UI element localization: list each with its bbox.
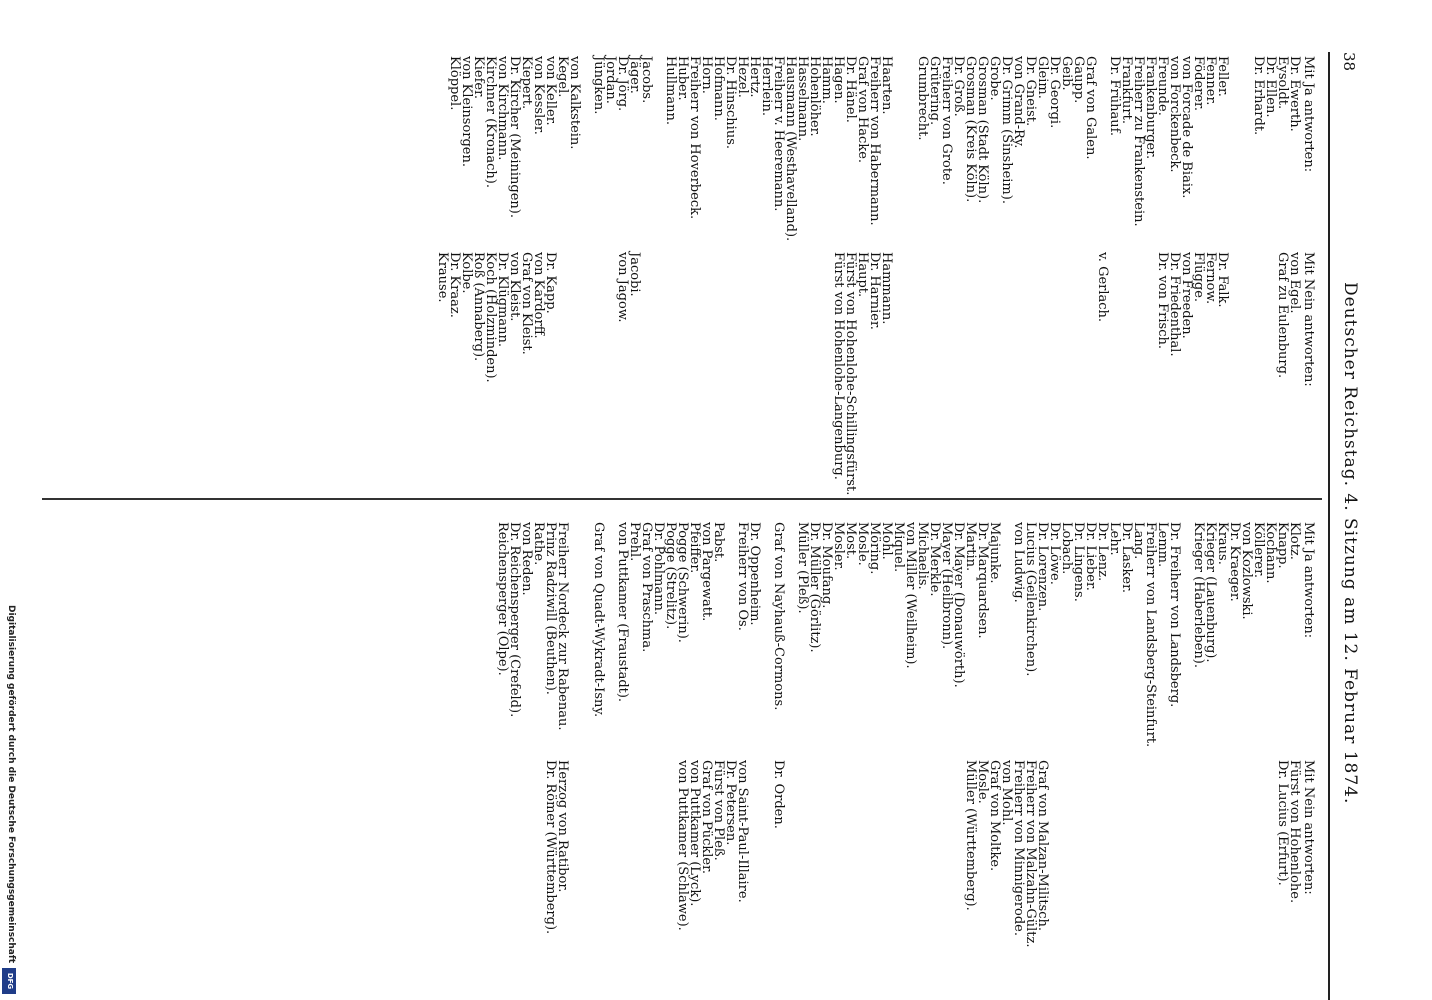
member-name [1180,760,1192,947]
member-name: Jäger. [627,56,642,94]
member-name [1036,252,1048,495]
member-name [592,252,604,495]
right-ja-heading: Mit Ja antworten: [1301,522,1316,639]
member-name [964,252,976,495]
left-ja-column-2 [436,252,1314,495]
member-name: Hertz. [747,56,762,98]
member-name: Grosman (Kreis Köln). [963,56,978,203]
member-name [700,252,712,495]
member-name [652,760,664,947]
member-name: Jüngken. [591,56,606,115]
member-name: von Reden. [519,522,534,596]
member-name: Dr. Ewerth. [1287,56,1302,132]
member-name: Eysoldt. [1275,56,1290,110]
member-name: Krieger (Haberleben). [1191,522,1206,668]
member-name: von Kessler. [531,56,546,135]
member-name: Krause. [435,252,450,303]
member-name: Dr. Lasker. [1119,522,1134,594]
member-name [760,252,772,495]
member-name [976,252,988,495]
member-name: Rathe. [531,522,546,566]
member-name: Dr. Löwe. [1047,522,1062,585]
member-name: von Puttkamer (Fraustadt). [615,522,630,703]
member-name [1204,760,1216,947]
member-name: Grosman (Stadt Köln). [975,56,990,204]
member-name: Dr. Freiherr von Landsberg. [1167,522,1182,708]
member-name: Jordan. [603,56,618,104]
member-name: von Miller (Weilheim). [903,522,918,669]
member-name: Freiherr von Habermann. [867,56,882,226]
member-name: Graf von Praschma. [639,522,654,653]
member-name: Knapp. [1275,522,1290,569]
member-name: Kiefer. [471,56,486,99]
member-name: Gaupp. [1071,56,1086,104]
member-name [1144,760,1156,947]
header-rule [1328,52,1330,1000]
member-name: von Kozlowski. [1239,522,1254,620]
member-name: Fürst von Hohenlohe-Schillingsfürst. [843,252,858,496]
member-name: Müller (Württemberg). [963,760,978,911]
member-name: Freiherr v. Heeremann. [771,56,786,212]
member-name [856,760,868,947]
member-name: Dr. Kapp. [543,252,558,314]
member-name: Dr. Lingens. [1071,522,1086,602]
right-ja-column [496,522,1314,747]
member-name [844,760,856,947]
member-name [796,252,808,495]
member-name [892,760,904,947]
member-name [1192,760,1204,947]
member-name: von Pargewatt. [699,522,714,622]
member-name: Graf von Pückler. [699,760,714,875]
name-list [496,522,1300,747]
member-name: Köllerer. [1251,522,1266,579]
member-name [748,252,760,495]
center-divider [42,498,1322,500]
member-name: Lucius (Geilenkirchen). [1023,522,1038,677]
member-name: Dr. Merkle. [927,522,942,597]
member-name: von Freeden. [1179,252,1194,339]
member-name: Mosle. [855,522,870,566]
member-name: Dr. Orden. [771,760,786,829]
member-name [1024,252,1036,495]
member-name: Dr. Jörg. [615,56,630,112]
member-name [1120,760,1132,947]
member-name: Frankfurt. [1119,56,1134,124]
name-list [544,760,1300,947]
member-name [1216,760,1228,947]
member-name: Dr. Erhardt. [1251,56,1266,136]
member-name [904,252,916,495]
member-name [1132,252,1144,495]
member-name [808,252,820,495]
member-name: Graf von Kleist. [519,252,534,355]
member-name [628,760,640,947]
member-name [616,760,628,947]
member-name: von Jagow. [615,252,630,323]
member-name: Kirchner (Kronach). [483,56,498,188]
member-name: Dr. Klügmann. [495,252,510,347]
member-name: Prinz Radziwill (Beuthen). [543,522,558,695]
member-name: Klotz. [1287,522,1302,560]
member-name [952,252,964,495]
member-name [1240,760,1252,947]
member-name: Fernow. [1203,252,1218,305]
member-name [1120,252,1132,495]
member-name: Freiherr von Hoverbeck. [687,56,702,220]
member-name [928,252,940,495]
member-name: Grobe. [987,56,1002,101]
member-name: Graf von Nayhauß-Cormons. [771,522,786,711]
member-name: Dr. Reichensperger (Crefeld). [507,522,522,718]
member-name: Dr. Grimm (Sinsheim). [999,56,1014,204]
member-name: Dr. Groß. [951,56,966,117]
member-name: Klöppel. [447,56,462,111]
member-name: Dr. Lieber. [1083,522,1098,591]
member-name: Graf von Moltke. [987,760,1002,872]
member-name: Gleim. [1035,56,1050,99]
member-name [820,760,832,947]
member-name: Miquel. [891,522,906,573]
member-name [940,760,952,947]
member-name: Dr. Römer (Württemberg). [543,760,558,935]
member-name: Hasselmann. [795,56,810,142]
member-name [868,760,880,947]
member-name: Freiherr von Minnigerode. [1011,760,1026,936]
member-name: Freiherr von Landsberg-Steinfurt. [1143,522,1158,748]
member-name: von Grand-Ry. [1011,56,1026,149]
member-name: Hohenlöher. [807,56,822,137]
member-name: von Keller. [543,56,558,126]
member-name: Frankenburger. [1143,56,1158,160]
member-name: Dr. Moufang. [819,522,834,609]
member-name [664,252,676,495]
member-name [904,760,916,947]
member-name: Roß (Annaberg). [471,252,486,362]
member-name: Pogge (Strelitz). [663,522,678,630]
member-name: Hammann. [879,252,894,325]
member-name: Jacobi. [627,252,642,297]
member-name [1252,252,1264,495]
member-name: Fürst von Pleß. [711,760,726,861]
member-name [580,760,592,947]
running-title: Deutscher Reichstag. 4. Sitzung am 12. Februar 1874. [1340,282,1360,805]
member-name: Freiherr von Malzahn-Gültz. [1023,760,1038,948]
member-name: Pfeiffer. [687,522,702,574]
member-name [580,252,592,495]
member-name: von Saint-Paul-Illaire. [735,760,750,903]
member-name: Prehl. [627,522,642,562]
member-name: Herrlein. [759,56,774,116]
page-number: 38 [1340,52,1358,72]
member-name [916,252,928,495]
member-name: von Forckenbeck. [1167,56,1182,173]
member-name: Pogge (Schwerin). [675,522,690,643]
member-name [688,252,700,495]
member-name: Hausmann (Westhavelland). [783,56,798,242]
member-name [1060,252,1072,495]
member-name: Fürst von Hohenlohe. [1287,760,1302,904]
digitization-credit [2,605,22,1000]
member-name: Horn. [699,56,714,94]
member-name [1072,252,1084,495]
member-name: Herzog von Ratibor. [555,760,570,893]
member-name [916,760,928,947]
member-name: Graf zu Eulenburg. [1275,252,1290,379]
credit-text: Digitalisierung gefördert durch die Deutsche Forschungsgemeinschaft [6,605,16,964]
member-name: Dr. Petersen. [723,760,738,846]
right-nein-heading: Mit Nein antworten: [1301,760,1316,895]
member-name: Kraus. [1215,522,1230,565]
member-name [796,760,808,947]
dfg-logo-text: DFG [6,972,15,990]
rotated-sheet [42,52,1372,1000]
member-name: Dr. Pohlmann. [651,522,666,616]
member-name: Majunke. [987,522,1002,584]
member-name [1084,760,1096,947]
member-name: Huber. [675,56,690,101]
member-name [640,760,652,947]
member-name: Freunde. [1155,56,1170,116]
member-name [676,252,688,495]
member-name: Hagen. [831,56,846,104]
member-name: von Kleinsorgen. [459,56,474,168]
member-name: Reichensperger (Olpe). [495,522,510,676]
member-name: Dr. Kraaz. [447,252,462,318]
member-name: Hullmann. [663,56,678,125]
member-name [568,252,580,495]
member-name: Kolbe. [459,252,474,294]
member-name: Michaelis. [915,522,930,590]
member-name [1228,760,1240,947]
member-name: Dr. Hänel. [843,56,858,123]
member-name: Dr. Oppenheim. [747,522,762,626]
member-name: von Egel. [1287,252,1302,314]
member-name [1000,252,1012,495]
name-list [448,56,1300,241]
member-name: Müller (Pleß). [795,522,810,614]
member-name [988,252,1000,495]
member-name: Fenner. [1203,56,1218,106]
member-name: Fürst von Hohenlohe-Langenburg. [831,252,846,480]
member-name [940,252,952,495]
member-name: Freiherr zu Frankenstein. [1131,56,1146,227]
member-name: Mosler. [831,522,846,571]
member-name: Haupt. [855,252,870,298]
running-header [1332,52,1372,1000]
member-name: Dr. Hinschius. [723,56,738,149]
member-name: Grütering. [927,56,942,126]
member-name [1072,760,1084,947]
member-name: Lobach. [1059,522,1074,575]
member-name: von Mohl. [999,760,1014,826]
member-name: Dr. Harnier. [867,252,882,330]
member-name [1048,252,1060,495]
member-name: Grumbrecht. [915,56,930,141]
member-name: Graf von Malzan-Militsch. [1035,760,1050,932]
member-name: Kegel. [555,56,570,98]
member-name: Dr. Kraeger. [1227,522,1242,602]
member-name: Föderer. [1191,56,1206,111]
member-name [1096,760,1108,947]
member-name: Lemm. [1155,522,1170,568]
member-name [592,760,604,947]
member-name: Dr. Lorenzen. [1035,522,1050,612]
member-name: Hezel. [735,56,750,98]
member-name: Dr. Georgi. [1047,56,1062,129]
member-name: Freiherr Nordeck zur Rabenau. [555,522,570,731]
member-name: Dr. Mayer (Donauwörth). [951,522,966,688]
member-name: Dr. Friedenthal. [1167,252,1182,357]
member-name: Kochann. [1263,522,1278,584]
member-name: Pabst. [711,522,726,563]
member-name [724,252,736,495]
right-nein-column [544,760,1314,947]
member-name: Graf von Hacke. [855,56,870,164]
member-name: von Ludwig. [1011,522,1026,603]
member-name: Hamm. [819,56,834,104]
member-name [1132,760,1144,947]
member-name: von Puttkamer (Schlawe). [675,760,690,931]
member-name [1168,760,1180,947]
member-name: v. Gerlach. [1095,252,1110,323]
member-name: Geib. [1059,56,1074,91]
member-name [1252,760,1264,947]
member-name [736,252,748,495]
member-name: Haarten. [879,56,894,115]
member-name: Möring. [867,522,882,575]
member-name [652,252,664,495]
member-name: Freiherr von Grote. [939,56,954,185]
member-name: Lang. [1131,522,1146,560]
member-name [880,760,892,947]
member-name: Graf von Quadt-Wykradt-Isny. [591,522,606,718]
member-name: Dr. Frühauf. [1107,56,1122,137]
left-nein-heading: Mit Nein antworten: [1301,252,1316,387]
member-name [1156,760,1168,947]
member-name: Martin. [963,522,978,572]
left-ja-column-1 [448,56,1314,241]
member-name [772,252,784,495]
member-name: Lehr. [1107,522,1122,556]
member-name: Dr. Gneist. [1023,56,1038,127]
member-name: Koch (Holzminden). [483,252,498,383]
member-name: Dr. Ellen. [1263,56,1278,118]
member-name: Dr. Marquardsen. [975,522,990,639]
member-name [712,252,724,495]
member-name: Dr. Falk. [1215,252,1230,308]
member-name: Krieger (Lauenburg). [1203,522,1218,663]
member-name [832,760,844,947]
name-list [436,252,1300,495]
member-name: Mohl. [879,522,894,560]
member-name: von Puttkamer (Lyck). [687,760,702,907]
left-ja-heading: Mit Ja antworten: [1301,56,1316,173]
member-name [1108,760,1120,947]
member-name: von Kleist. [507,252,522,322]
member-name: Mosle. [975,760,990,804]
member-name: Dr. von Frisch. [1155,252,1170,349]
member-name [928,760,940,947]
member-name: Feller. [1215,56,1230,97]
member-name: Mayer (Heilbronn). [939,522,954,650]
member-name: von Kalkstein. [567,56,582,150]
member-name [1060,760,1072,947]
member-name [808,760,820,947]
member-name: von Kardorff. [531,252,546,339]
member-name [784,252,796,495]
member-name [604,760,616,947]
member-name: Graf von Galen. [1083,56,1098,160]
member-name [1012,252,1024,495]
member-name: Jacobs. [639,56,654,104]
dfg-logo [2,968,16,994]
member-name: Flügge. [1191,252,1206,303]
member-name: Dr. Lucius (Erfurt). [1275,760,1290,886]
member-name: von Forcade de Biaix. [1179,56,1194,199]
member-name: Most. [843,522,858,560]
member-name: Freiherr von Os. [735,522,750,631]
member-name: Dr. Kircher (Meiningen). [507,56,522,218]
member-name [1240,252,1252,495]
member-name: Dr. Müller (Görlitz). [807,522,822,653]
member-name: Hofmann. [711,56,726,121]
member-name: Dr. Lenz. [1095,522,1110,582]
member-name: Kiepert. [519,56,534,110]
member-name: von Kirchmann. [495,56,510,161]
